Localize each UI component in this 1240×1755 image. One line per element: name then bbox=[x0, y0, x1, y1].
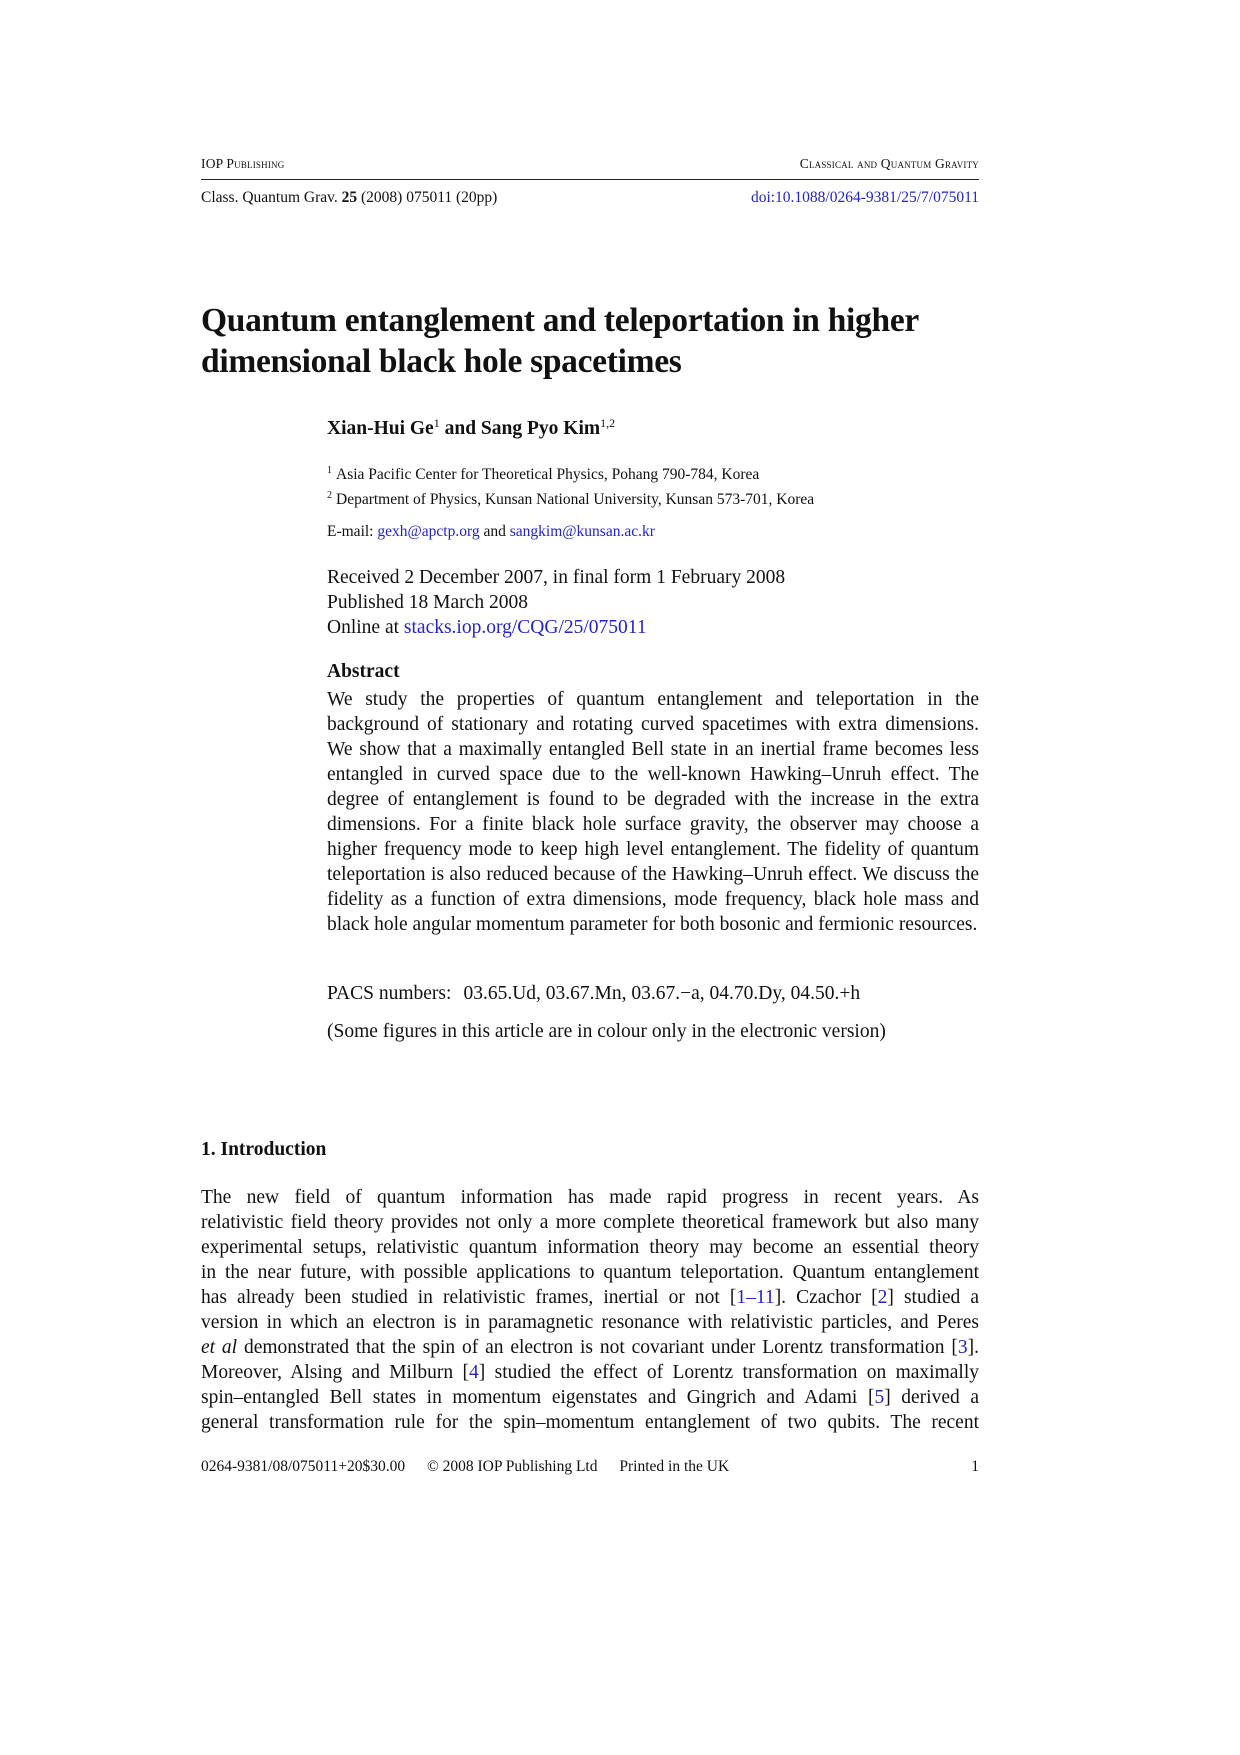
online-link[interactable]: stacks.iop.org/CQG/25/075011 bbox=[403, 617, 647, 638]
journal-name: Classical and Quantum Gravity bbox=[799, 156, 979, 171]
paper-title: Quantum entanglement and teleportation in higher dimensional black hole spacetimes bbox=[201, 302, 919, 380]
section-heading-introduction: 1. Introduction bbox=[201, 1139, 327, 1160]
author-affil-mark: 1 bbox=[433, 416, 440, 430]
publisher-name: IOP Publishing bbox=[201, 156, 285, 171]
ref-link-1-11[interactable]: 1–11 bbox=[736, 1287, 775, 1308]
journal-citation: Class. Quantum Grav. 25 (2008) 075011 (20pp) bbox=[201, 189, 498, 206]
introduction-text: The new field of quantum information has made rapid progress in recent years. As relativistic field theory provides not only a more complete theoretical framework but also many experimental setups, relativistic quantum information theory may become an essential theory in the near future, with possible applications to quantum teleportation. Quantum entanglement has already been studied in relativistic frames, inertial or not [1–11]. Czachor [2] studied a version in which an electron is in paramagnetic resonance with relativistic particles, and Peres et al demonstrated that the spin of an electron is not covariant under Lorentz transformation [3]. Moreover, Alsing and Milburn [4] studied the effect of Lorentz transformation on maximally spin–entangled Bell states in momentum eigenstates and Gingrich and Adami [5] derived a general transformation rule for the spin–momentum entanglement of two qubits. The recent bbox=[201, 1187, 979, 1433]
page-number: 1 bbox=[971, 1458, 979, 1475]
colour-note: (Some figures in this article are in colour only in the electronic version) bbox=[327, 1021, 886, 1042]
abstract-heading: Abstract bbox=[327, 661, 400, 682]
doi-link[interactable]: doi:10.1088/0264-9381/25/7/075011 bbox=[750, 189, 979, 206]
ref-link-2[interactable]: 2 bbox=[877, 1287, 888, 1308]
published-date: Published 18 March 2008 bbox=[327, 592, 528, 613]
running-head bbox=[201, 156, 979, 172]
header-rule bbox=[201, 179, 979, 180]
ref-link-5[interactable]: 5 bbox=[874, 1387, 885, 1408]
author-affil-mark: 1,2 bbox=[600, 416, 616, 430]
author-name: Sang Pyo Kim bbox=[480, 418, 601, 439]
printed-in: Printed in the UK bbox=[619, 1458, 730, 1475]
ref-link-4[interactable]: 4 bbox=[468, 1362, 479, 1383]
copyright: © 2008 IOP Publishing Ltd bbox=[426, 1458, 598, 1475]
email-link-kim[interactable]: sangkim@kunsan.ac.kr bbox=[509, 523, 655, 540]
email-link-ge[interactable]: gexh@apctp.org bbox=[377, 523, 480, 540]
ref-link-3[interactable]: 3 bbox=[957, 1337, 968, 1358]
abstract-text: We study the properties of quantum entanglement and teleportation in the background of stationary and rotating curved spacetimes with extra dimensions. We show that a maximally entangled Bell state in an inertial frame becomes less entangled in curved space due to the well-known Hawking–Unruh effect. The degree of entanglement is found to be degraded with the increase in the extra dimensions. For a finite black hole surface gravity, the observer may choose a higher frequency mode to keep high level entanglement. The fidelity of quantum teleportation is also reduced because of the Hawking–Unruh effect. We discuss the fidelity as a function of extra dimensions, mode frequency, black hole mass and black hole angular momentum parameter for both bosonic and fermionic resources. bbox=[327, 689, 979, 935]
pacs-numbers: PACS numbers: 03.65.Ud, 03.67.Mn, 03.67.−a, 04.70.Dy, 04.50.+h bbox=[327, 983, 861, 1004]
email-line: E-mail: gexh@apctp.org and sangkim@kunsan.ac.kr bbox=[327, 523, 655, 540]
received-date: Received 2 December 2007, in final form 1 February 2008 bbox=[327, 567, 786, 588]
affiliation-item: $^1$ Asia Pacific Center for Theoretical Physics, Pohang 790-784, Korea bbox=[327, 465, 760, 483]
author-name: Xian-Hui Ge bbox=[327, 418, 434, 439]
publication-dates bbox=[327, 565, 979, 640]
online-at: Online at stacks.iop.org/CQG/25/075011 bbox=[327, 617, 647, 638]
page-footer bbox=[201, 1458, 979, 1476]
volume: 25 bbox=[341, 189, 358, 206]
issn-price: 0264-9381/08/075011+20$30.00 bbox=[201, 1458, 406, 1475]
author-list: Xian-Hui Ge$^1$ and Sang Pyo Kim$^{1,2}$ bbox=[327, 416, 616, 439]
affiliation-item: $^2$ Department of Physics, Kunsan National University, Kunsan 573-701, Korea bbox=[327, 489, 815, 508]
citation-line bbox=[201, 189, 979, 207]
affiliations bbox=[327, 461, 979, 510]
